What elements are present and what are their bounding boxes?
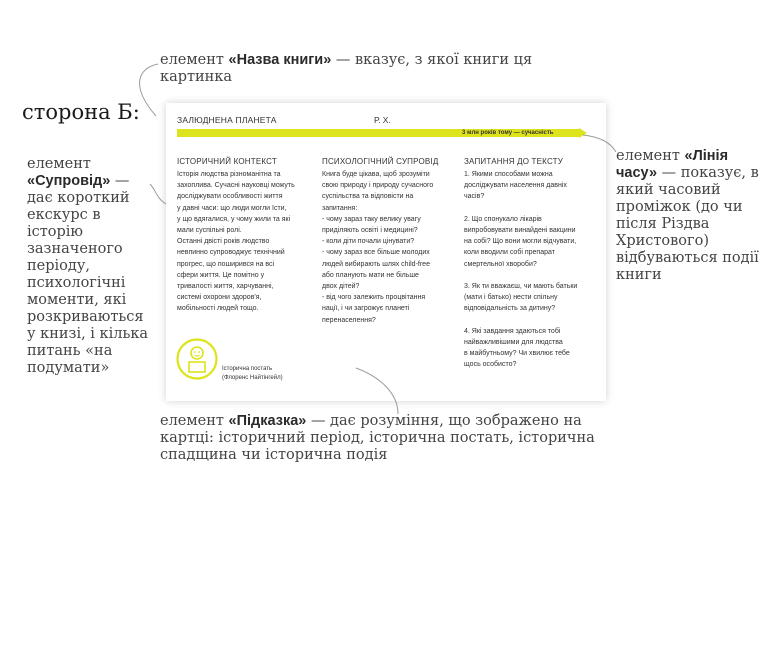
column-heading-historical-context: ІСТОРИЧНИЙ КОНТЕКСТ: [177, 157, 277, 166]
annotation-description: — дає короткий екскурс в історію зазначеного періоду, психологічні моменти, які розкриваються у книзі, і кілька питань «на подумати»: [27, 173, 149, 376]
annotation-element-name: «Лінія часу»: [616, 148, 729, 181]
column-heading-questions: ЗАПИТАННЯ ДО ТЕКСТУ: [464, 157, 564, 166]
annotation-element-name: «Супровід»: [27, 173, 111, 189]
card-era: Р. Х.: [374, 115, 391, 125]
annotation-element-name: «Підказка»: [228, 413, 307, 429]
column-heading-psychological-companion: ПСИХОЛОГІЧНИЙ СУПРОВІД: [322, 157, 439, 166]
annotation-element-name: «Назва книги»: [228, 52, 332, 68]
annotation-description: — вказує, з якої книги ця картинка: [160, 52, 533, 85]
annotation-prefix: елемент: [160, 413, 229, 429]
connector-companion: [150, 184, 166, 204]
column-text-historical-context: Історія людства різноманітна та захоплива. Сучасні науковці можуть досліджувати особливості життя у давні часи: що люди могли їсти, у що вдягалися, у чому жили та які мали суспільні ролі. Останні двісті років людство невпинно супроводжує технічний прогрес, що поширився на всі сфери життя. Це помітно у тривалості життя, харчуванні, системі охорони здоров'я, мобільності людей тощо.: [177, 171, 295, 313]
timeline-label: 3 млн років тому — сучасність: [462, 130, 554, 136]
connector-hint: [356, 368, 398, 414]
annotation-description: — показує, в який часовий проміжок (до чи після Різдва Христового) відбуваються події книги: [616, 165, 759, 283]
hint-label: Історична постать (Флоренс Найтінгейл): [222, 366, 283, 381]
card-book-title: ЗАЛЮДНЕНА ПЛАНЕТА: [177, 115, 277, 125]
column-text-questions: 1. Якими способами можна досліджувати населення давніх часів? 2. Що спонукало лікарів випробовувати винайдені вакцини на собі? Що вони могли відчувати, коли вводили собі препарат смертельної хвороби? 3. Як ти вважаєш, чи мають батьки (мати і батько) нести спільну відповідальність за дитину? 4. Які завдання здаються тобі найважливішими для людства в майбутньому? Чи хвилює тебе щось особисто?: [464, 171, 578, 369]
connector-timeline: [583, 135, 616, 152]
connector-title: [140, 64, 158, 116]
column-text-psychological-companion: Книга буде цікава, щоб зрозуміти свою природу і природу сучасного суспільства та відповісти на запитання: - чому зараз таку велику увагу приділяють освіті і медицині? - коли діти почали цінувати? - чому зараз все більше молодих людей вибирають шлях child-free або планують мати не більше двох дітей? - від чого залежить процвітання нації, і чи загрожує планеті перенаселення?: [322, 171, 434, 324]
annotation-prefix: елемент: [160, 52, 229, 68]
annotation-prefix: елемент: [27, 156, 91, 172]
side-title: сторона Б:: [22, 100, 140, 124]
annotation-description: — дає розуміння, що зображено на картці: історичний період, історична постать, історична спадщина чи історична подія: [160, 413, 595, 463]
annotation-prefix: елемент: [616, 148, 685, 164]
